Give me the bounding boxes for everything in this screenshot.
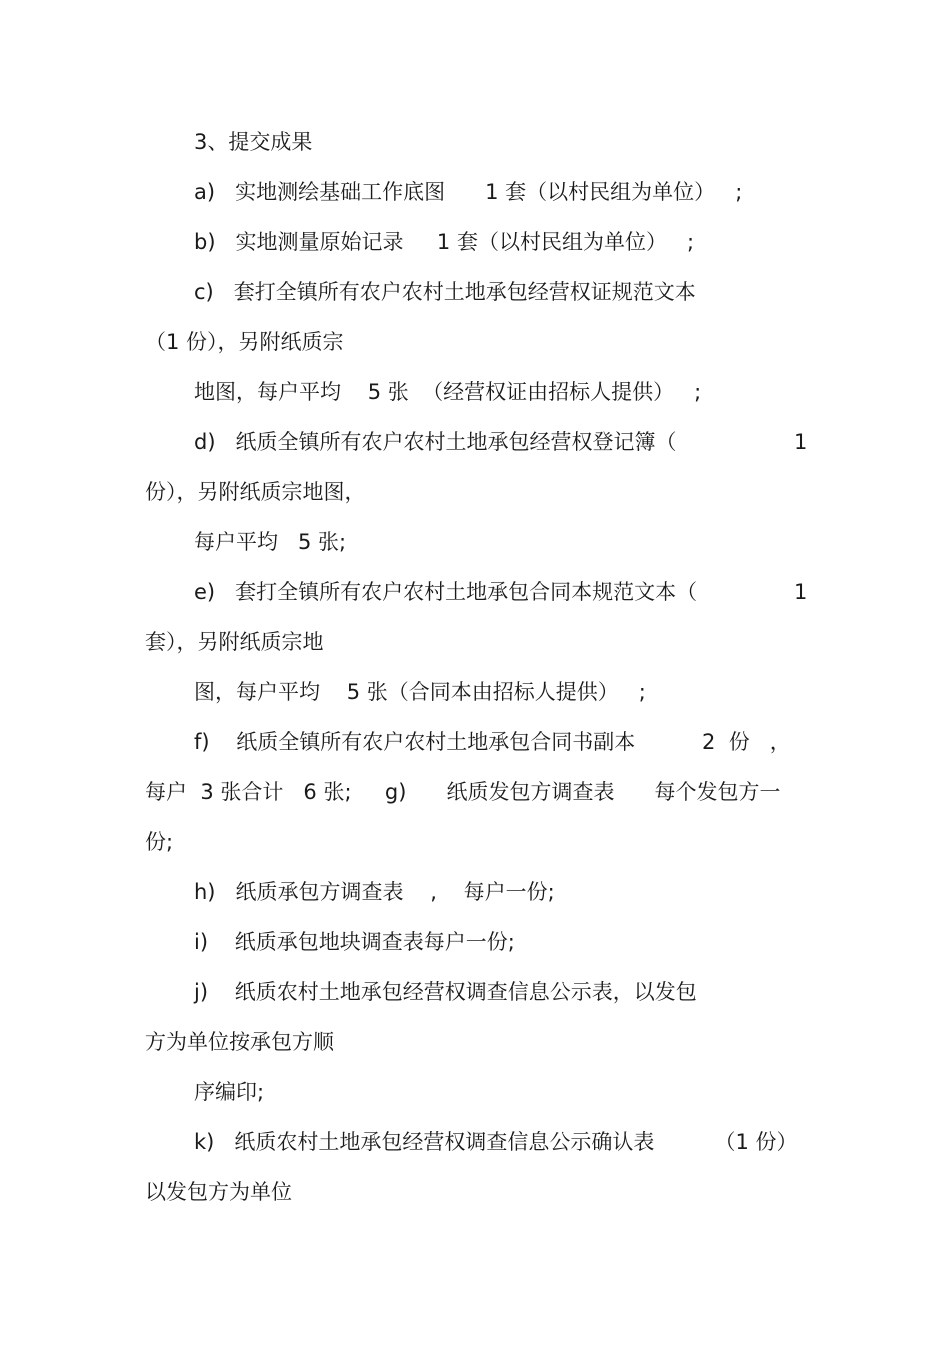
list-item-e-line-3: 图，每户平均 5 张（合同本由招标人提供） ; <box>194 680 646 704</box>
list-item-k-line-1: k) 纸质农村土地承包经营权调查信息公示确认表 （1 份） <box>194 1130 798 1154</box>
list-item-j-line-1: j) 纸质农村土地承包经营权调查信息公示表，以发包 <box>194 980 697 1004</box>
list-item-c-line-3: 地图，每户平均 5 张 （经营权证由招标人提供） ; <box>194 380 702 404</box>
list-item-e-line-2: 套），另附纸质宗地 <box>145 630 324 654</box>
list-item-j-line-2: 方为单位按承包方顺 <box>145 1030 334 1054</box>
list-item-e-line-1: e) 套打全镇所有农户农村土地承包合同本规范文本（ <box>194 580 698 604</box>
section-heading: 3、提交成果 <box>194 130 313 154</box>
list-item-f-line-3: 份; <box>145 830 174 854</box>
list-item-d-line-3: 每户平均 5 张; <box>194 530 347 554</box>
list-item-b: b) 实地测量原始记录 1 套（以村民组为单位） ; <box>194 230 695 254</box>
list-item-d-count: 1 <box>794 430 808 454</box>
list-item-f-line-2: 每户 3 张合计 6 张; g) 纸质发包方调查表 每个发包方一 <box>145 780 781 804</box>
list-item-k-line-2: 以发包方为单位 <box>145 1180 292 1204</box>
list-item-d-line-2: 份），另附纸质宗地图， <box>145 480 366 504</box>
list-item-i: i) 纸质承包地块调查表每户一份; <box>194 930 515 954</box>
list-item-c-line-1: c) 套打全镇所有农户农村土地承包经营权证规范文本 <box>194 280 696 304</box>
list-item-j-line-3: 序编印; <box>194 1080 265 1104</box>
list-item-f-line-1: f) 纸质全镇所有农户农村土地承包合同书副本 2 份 ， <box>194 730 791 754</box>
list-item-c-line-2: （1 份），另附纸质宗 <box>145 330 344 354</box>
list-item-a: a) 实地测绘基础工作底图 1 套（以村民组为单位） ; <box>194 180 743 204</box>
list-item-e-count: 1 <box>794 580 808 604</box>
list-item-h: h) 纸质承包方调查表 , 每户一份; <box>194 880 555 904</box>
list-item-d-line-1: d) 纸质全镇所有农户农村土地承包经营权登记簿（ <box>194 430 677 454</box>
